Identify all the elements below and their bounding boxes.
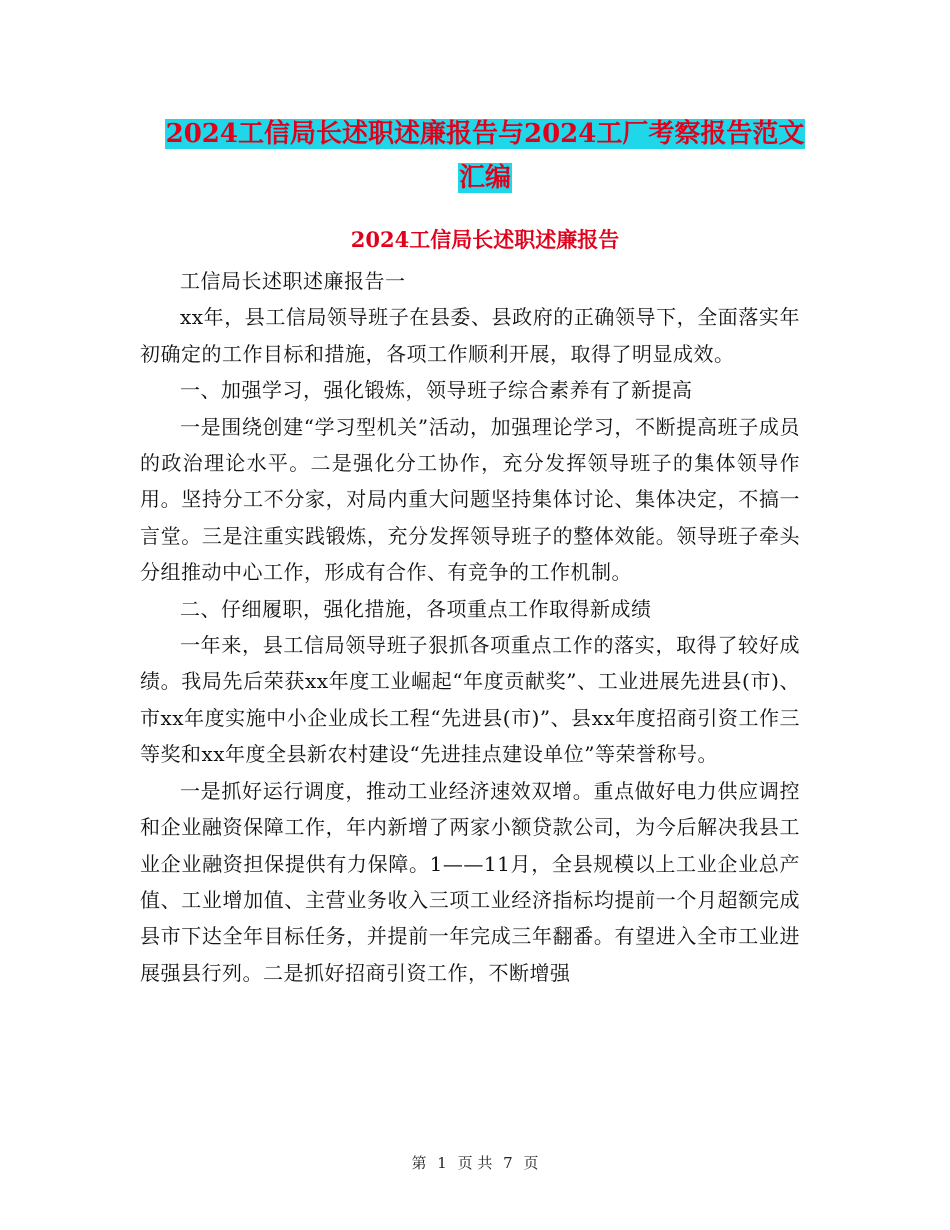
document-title-line-1: 2024工信局长述职述廉报告与2024工厂考察报告范文 (165, 119, 805, 149)
paragraph-report-heading: 工信局长述职述廉报告一 (180, 269, 406, 293)
footer-total-pages: 7 (503, 1154, 513, 1172)
paragraph-achievements: 一年来，县工信局领导班子狠抓各项重点工作的落实，取得了较好成绩。我局先后荣获xx年度工业崛起“年度贡献奖”、工业进展先进县(市)、市xx年度实施中小企业成长工程“先进县(市)”、县xx年度招商引资工作三等奖和xx年度全县新农村建设“先进挂点建设单位”等荣誉称号。 (140, 633, 800, 767)
paragraph-heading-2: 二、仔细履职，强化措施，各项重点工作取得新成绩 (180, 596, 652, 621)
document-title-line-2: 汇编 (458, 163, 511, 193)
footer-middle: 页 共 (457, 1154, 493, 1172)
document-title (140, 112, 830, 200)
page-footer (0, 1152, 950, 1173)
document-body (140, 263, 800, 991)
paragraph-study: 一是围绕创建“学习型机关”活动，加强理论学习，不断提高班子成员的政治理论水平。二是强化分工协作，充分发挥领导班子的集体领导作用。坚持分工不分家，对局内重大问题坚持集体讨论、集体决定，不搞一言堂。三是注重实践锻炼，充分发挥领导班子的整体效能。领导班子牵头分组推动中心工作，形成有合作、有竞争的工作机制。 (140, 414, 800, 585)
footer-page-number: 1 (437, 1154, 447, 1172)
paragraph-operations: 一是抓好运行调度，推动工业经济速效双增。重点做好电力供应调控和企业融资保障工作，年内新增了两家小额贷款公司，为今后解决我县工业企业融资担保提供有力保障。1——11月，全县规模以上工业企业总产值、工业增加值、主营业务收入三项工业经济指标均提前一个月超额完成县市下达全年目标任务，并提前一年完成三年翻番。有望进入全市工业进展强县行列。二是抓好招商引资工作，不断增强 (140, 778, 800, 985)
section-title: 2024工信局长述职述廉报告 (350, 227, 620, 252)
footer-suffix: 页 (523, 1154, 539, 1172)
paragraph-heading-1: 一、加强学习，强化锻炼，领导班子综合素养有了新提高 (180, 378, 693, 403)
footer-prefix: 第 (411, 1154, 427, 1172)
paragraph-intro: xx年，县工信局领导班子在县委、县政府的正确领导下，全面落实年初确定的工作目标和措施，各项工作顺利开展，取得了明显成效。 (140, 305, 800, 366)
